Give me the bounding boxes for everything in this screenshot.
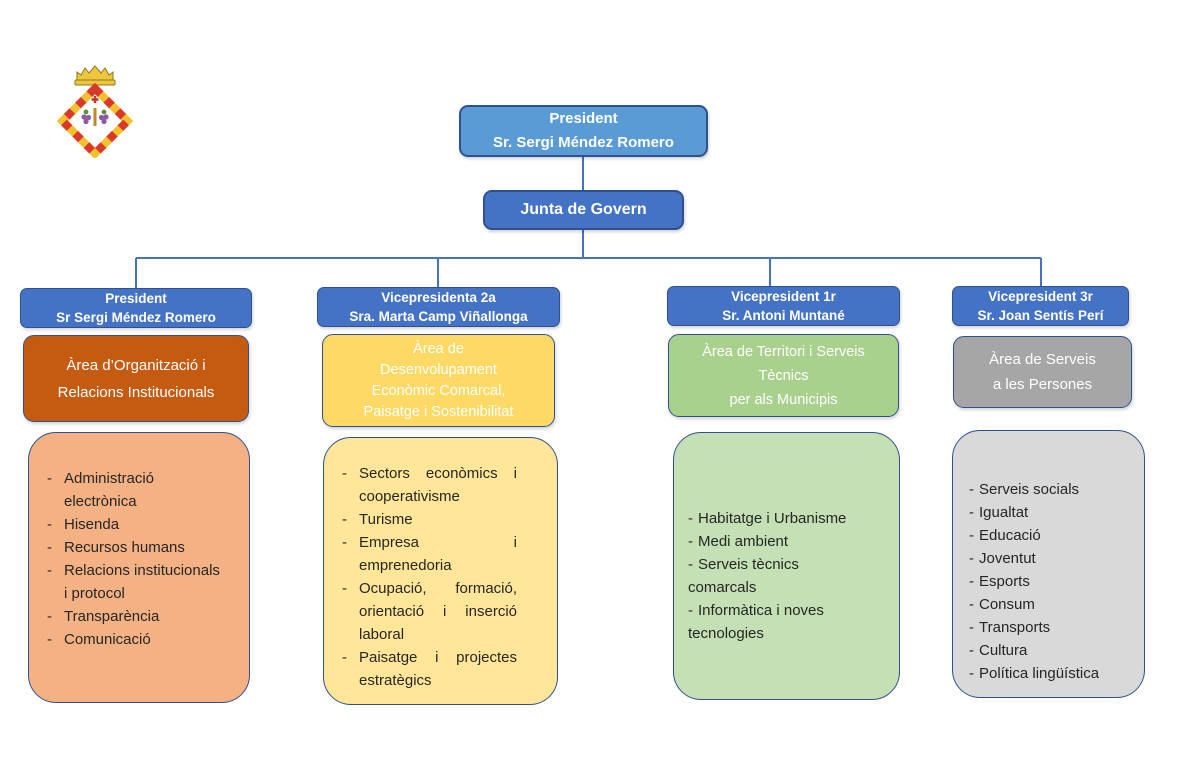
list-item: - Hisenda [47, 513, 221, 536]
list-item: - Ocupació, formació, orientació i inserció laboral [342, 577, 517, 646]
list-item: - Administració electrònica [47, 467, 221, 513]
area-line: Àrea d’Organització i [66, 356, 206, 374]
dash-bullet: - [342, 511, 347, 528]
function-items [953, 431, 1144, 685]
list-item: - Relacions institucionals i protocol [47, 559, 221, 605]
column-header-vicepresidenta-2a [317, 287, 560, 327]
area-serveis-persones-box [953, 336, 1132, 408]
functions-list-organitzacio [28, 432, 250, 703]
list-item: - Igualtat [969, 504, 1029, 521]
column-header-president [20, 288, 252, 328]
dash-bullet: - [342, 580, 347, 597]
list-item: - Serveis socials [969, 481, 1080, 498]
junta-de-govern-box [483, 190, 684, 230]
role-label: Vicepresident 3r [988, 289, 1093, 304]
coat-of-arms-icon [54, 60, 136, 158]
area-territori-box [668, 334, 899, 417]
list-item: - Comunicació [47, 628, 221, 651]
list-item: - Empresa i emprenedoria [342, 531, 517, 577]
dash-bullet: - [969, 481, 974, 498]
area-line: Àrea de [413, 340, 464, 357]
dash-bullet: - [969, 504, 974, 521]
dash-bullet: - [47, 608, 52, 625]
area-line: per als Municipis [729, 391, 838, 408]
dash-bullet: - [688, 602, 693, 619]
list-item: - Cultura [969, 642, 1028, 659]
list-item: - Consum [969, 596, 1035, 613]
dash-bullet: - [969, 573, 974, 590]
function-items [674, 433, 899, 645]
role-label: Vicepresident 1r [731, 289, 836, 304]
dash-bullet: - [969, 642, 974, 659]
dash-bullet: - [688, 510, 693, 527]
list-item: - Informàtica i noves tecnologies [688, 602, 824, 642]
president-name: Sr. Sergi Méndez Romero [493, 134, 674, 151]
list-item: - Esports [969, 573, 1030, 590]
dash-bullet: - [969, 619, 974, 636]
junta-label: Junta de Govern [520, 201, 647, 218]
dash-bullet: - [342, 465, 347, 482]
list-item: - Serveis tècnics comarcals [688, 556, 799, 596]
list-item: - Transports [969, 619, 1051, 636]
area-line: Àrea de Territori i Serveis [702, 343, 865, 360]
area-line: Relacions Institucionals [57, 383, 215, 401]
role-label: Vicepresidenta 2a [381, 290, 496, 305]
dash-bullet: - [47, 562, 52, 579]
area-line: Desenvolupament [380, 361, 497, 378]
list-item: - Transparència [47, 605, 221, 628]
dash-bullet: - [688, 533, 693, 550]
functions-list-territori [673, 432, 900, 700]
dash-bullet: - [969, 527, 974, 544]
list-item: - Medi ambient [688, 533, 789, 550]
list-item: - Educació [969, 527, 1041, 544]
dash-bullet: - [342, 649, 347, 666]
list-item: - Paisatge i projectes estratègics [342, 646, 517, 692]
list-item: - Política lingüística [969, 665, 1100, 682]
role-label: President [105, 291, 167, 306]
area-line: Tècnics [758, 367, 809, 384]
functions-list-desenvolupament [323, 437, 558, 705]
area-organitzacio-box [23, 335, 249, 422]
list-item: - Recursos humans [47, 536, 221, 559]
dash-bullet: - [969, 596, 974, 613]
dash-bullet: - [969, 550, 974, 567]
dash-bullet: - [969, 665, 974, 682]
list-item: - Habitatge i Urbanisme [688, 510, 847, 527]
president-box [459, 105, 708, 157]
person-name: Sr. Antoni Muntané [722, 308, 845, 323]
list-item: - Turisme [342, 508, 517, 531]
list-item: - Joventut [969, 550, 1036, 567]
function-items [324, 438, 557, 692]
person-name: Sr. Joan Sentís Perí [977, 308, 1104, 323]
area-line: Paisatge i Sostenibilitat [363, 403, 514, 420]
dash-bullet: - [47, 539, 52, 556]
column-header-vicepresident-3r [952, 286, 1129, 326]
coat-of-arms-logo [54, 60, 136, 158]
dash-bullet: - [47, 631, 52, 648]
area-line: Econòmic Comarcal, [371, 382, 506, 399]
area-desenvolupament-box [322, 334, 555, 427]
dash-bullet: - [342, 534, 347, 551]
functions-list-serveis-persones [952, 430, 1145, 698]
column-header-vicepresident-1r [667, 286, 900, 326]
area-line: a les Persones [992, 376, 1093, 393]
dash-bullet: - [47, 516, 52, 533]
president-title: President [549, 110, 618, 127]
function-items [29, 433, 249, 651]
person-name: Sra. Marta Camp Viñallonga [349, 309, 528, 324]
dash-bullet: - [47, 470, 52, 487]
dash-bullet: - [688, 556, 693, 573]
person-name: Sr Sergi Méndez Romero [56, 310, 216, 325]
area-line: Àrea de Serveis [989, 351, 1096, 368]
list-item: - Sectors econòmics i cooperativisme [342, 462, 517, 508]
